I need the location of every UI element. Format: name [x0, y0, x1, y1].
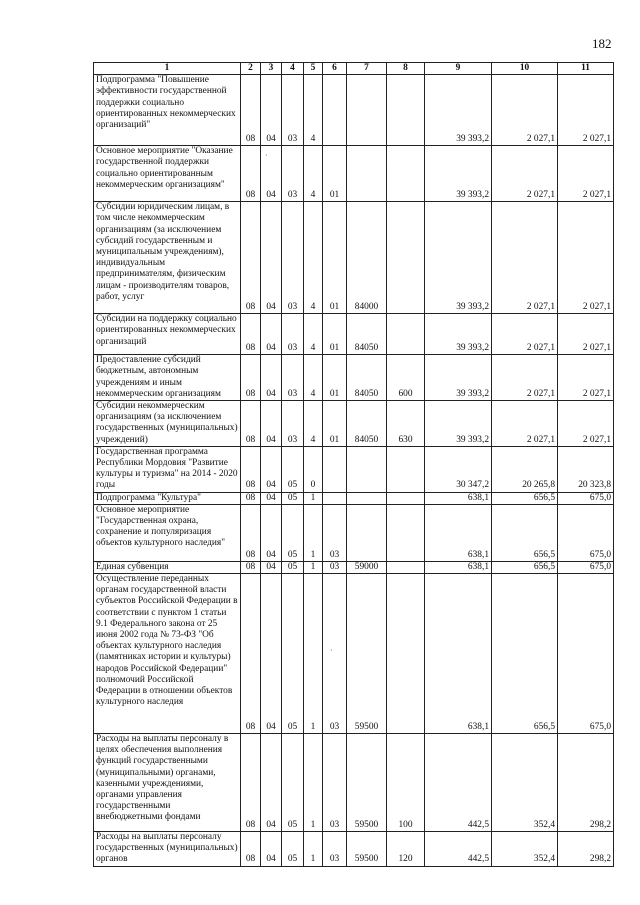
table-row	[94, 401, 614, 447]
cell-col-3: 04	[261, 446, 282, 492]
cell-col-7	[347, 75, 387, 146]
cell-col-3: 04	[261, 202, 282, 314]
row-name: Осуществление переданных органам государственной власти субъектов Российской Федерации в соответствии с пунктом 1 статьи 9.1 Федерального закона от 25 июня 2002 года № 73-ФЗ "Об объектах культурного наследия (памятниках истории и культуры) народов Российской Федерации" полномочий Российской Федерации в отношении объектов культурного наследия	[94, 574, 241, 734]
cell-col-10: 2 027,1	[492, 401, 558, 447]
table-row	[94, 146, 614, 202]
cell-col-10: 352,4	[492, 832, 558, 867]
row-name: Предоставление субсидий бюджетным, автономным учреждениям и иным некоммерческим организациям	[94, 355, 241, 401]
cell-col-10: 2 027,1	[492, 202, 558, 314]
cell-col-8	[387, 504, 425, 561]
cell-col-7: 59500	[347, 832, 387, 867]
cell-col-3: 04	[261, 734, 282, 832]
cell-col-4: 03	[282, 401, 304, 447]
page-number: 182	[592, 36, 612, 51]
cell-col-3: 04	[261, 504, 282, 561]
cell-col-6	[323, 75, 347, 146]
cell-col-2: 08	[241, 355, 261, 401]
cell-col-10: 2 027,1	[492, 314, 558, 355]
table-row	[94, 314, 614, 355]
cell-col-2: 08	[241, 146, 261, 202]
cell-col-4: 03	[282, 146, 304, 202]
cell-col-6: 03	[323, 561, 347, 573]
cell-col-11: 298,2	[558, 832, 614, 867]
cell-col-2: 08	[241, 75, 261, 146]
cell-col-4: 03	[282, 355, 304, 401]
cell-col-9: 39 393,2	[425, 401, 492, 447]
cell-col-6: 03	[323, 504, 347, 561]
cell-col-8	[387, 574, 425, 734]
row-name: Субсидии некоммерческим организациям (за исключением государственных (муниципальных) учреждений)	[94, 401, 241, 447]
cell-col-8: 100	[387, 734, 425, 832]
cell-col-8	[387, 314, 425, 355]
cell-col-3: 04	[261, 146, 282, 202]
scan-dot: ·	[265, 151, 268, 160]
row-name: Единая субвенция	[94, 561, 241, 573]
cell-col-11: 2 027,1	[558, 146, 614, 202]
cell-col-10: 2 027,1	[492, 146, 558, 202]
cell-col-4: 05	[282, 446, 304, 492]
row-name: Расходы на выплаты персоналу в целях обеспечения выполнения функций государственными (муниципальными) органами, казенными учреждениями, органами управления государственными внебюджетными фондами	[94, 734, 241, 832]
cell-col-11: 2 027,1	[558, 314, 614, 355]
cell-col-5: 1	[304, 561, 323, 573]
table-row	[94, 355, 614, 401]
table-row	[94, 75, 614, 146]
cell-col-11: 2 027,1	[558, 401, 614, 447]
row-name: Подпрограмма "Культура"	[94, 492, 241, 504]
cell-col-6: 01	[323, 401, 347, 447]
cell-col-2: 08	[241, 574, 261, 734]
cell-col-9: 39 393,2	[425, 75, 492, 146]
cell-col-7	[347, 504, 387, 561]
cell-col-6	[323, 446, 347, 492]
cell-col-2: 08	[241, 561, 261, 573]
cell-col-7: 84050	[347, 355, 387, 401]
budget-table	[93, 62, 614, 867]
cell-col-2: 08	[241, 202, 261, 314]
table-row	[94, 574, 614, 734]
header-cell-1: 1	[94, 63, 241, 75]
cell-col-9: 39 393,2	[425, 355, 492, 401]
cell-col-10: 656,5	[492, 561, 558, 573]
cell-col-2: 08	[241, 446, 261, 492]
row-name: Расходы на выплаты персоналу государственных (муниципальных) органов	[94, 832, 241, 867]
scan-dot: ·	[385, 159, 388, 168]
cell-col-5: 1	[304, 492, 323, 504]
table-row	[94, 446, 614, 492]
cell-col-9: 30 347,2	[425, 446, 492, 492]
cell-col-10: 2 027,1	[492, 75, 558, 146]
cell-col-3: 04	[261, 561, 282, 573]
cell-col-2: 08	[241, 492, 261, 504]
cell-col-11: 675,0	[558, 504, 614, 561]
header-cell-9: 9	[425, 63, 492, 75]
scan-dot: ·	[330, 646, 333, 655]
cell-col-4: 03	[282, 314, 304, 355]
cell-col-7: 59500	[347, 574, 387, 734]
cell-col-9: 638,1	[425, 504, 492, 561]
cell-col-8	[387, 561, 425, 573]
table-row	[94, 734, 614, 832]
cell-col-6: 03	[323, 734, 347, 832]
cell-col-2: 08	[241, 504, 261, 561]
cell-col-9: 442,5	[425, 734, 492, 832]
cell-col-6: 03	[323, 574, 347, 734]
header-cell-6: 6	[323, 63, 347, 75]
cell-col-11: 298,2	[558, 734, 614, 832]
cell-col-9: 638,1	[425, 492, 492, 504]
cell-col-6: 01	[323, 355, 347, 401]
cell-col-8	[387, 446, 425, 492]
cell-col-8: 120	[387, 832, 425, 867]
cell-col-3: 04	[261, 492, 282, 504]
cell-col-3: 04	[261, 574, 282, 734]
cell-col-9: 442,5	[425, 832, 492, 867]
cell-col-7: 84050	[347, 401, 387, 447]
header-cell-8: 8	[387, 63, 425, 75]
row-name: Подпрограмма "Повышение эффективности государственной поддержки социально ориентированных некоммерческих организаций"	[94, 75, 241, 146]
cell-col-11: 2 027,1	[558, 355, 614, 401]
row-name: Основное мероприятие "Государственная охрана, сохранение и популяризация объектов культурного наследия"	[94, 504, 241, 561]
cell-col-7	[347, 146, 387, 202]
table-row	[94, 202, 614, 314]
cell-col-7: 84050	[347, 314, 387, 355]
cell-col-11: 675,0	[558, 574, 614, 734]
cell-col-3: 04	[261, 401, 282, 447]
row-name: Субсидии юридическим лицам, в том числе некоммерческим организациям (за исключением субсидий государственным и муниципальным учреждениям), индивидуальным предпринимателям, физическим лицам - производителям товаров, работ, услуг	[94, 202, 241, 314]
cell-col-5: 1	[304, 832, 323, 867]
table-row	[94, 561, 614, 573]
cell-col-11: 675,0	[558, 492, 614, 504]
cell-col-5: 4	[304, 355, 323, 401]
cell-col-8	[387, 75, 425, 146]
cell-col-6	[323, 492, 347, 504]
cell-col-9: 638,1	[425, 574, 492, 734]
cell-col-4: 05	[282, 492, 304, 504]
cell-col-8	[387, 492, 425, 504]
cell-col-7: 84000	[347, 202, 387, 314]
cell-col-3: 04	[261, 355, 282, 401]
cell-col-5: 4	[304, 202, 323, 314]
cell-col-10: 20 265,8	[492, 446, 558, 492]
row-name: Государственная программа Республики Мордовия "Развитие культуры и туризма" на 2014 - 2020 годы	[94, 446, 241, 492]
row-name: Субсидии на поддержку социально ориентированных некоммерческих организаций	[94, 314, 241, 355]
cell-col-2: 08	[241, 401, 261, 447]
cell-col-9: 39 393,2	[425, 146, 492, 202]
cell-col-4: 05	[282, 574, 304, 734]
cell-col-9: 638,1	[425, 561, 492, 573]
cell-col-2: 08	[241, 734, 261, 832]
cell-col-7	[347, 492, 387, 504]
cell-col-5: 1	[304, 574, 323, 734]
cell-col-10: 2 027,1	[492, 355, 558, 401]
header-cell-2: 2	[241, 63, 261, 75]
cell-col-10: 656,5	[492, 492, 558, 504]
header-cell-4: 4	[282, 63, 304, 75]
header-cell-11: 11	[558, 63, 614, 75]
cell-col-11: 2 027,1	[558, 75, 614, 146]
cell-col-8: 630	[387, 401, 425, 447]
cell-col-11: 675,0	[558, 561, 614, 573]
cell-col-8	[387, 146, 425, 202]
cell-col-10: 352,4	[492, 734, 558, 832]
cell-col-5: 1	[304, 734, 323, 832]
cell-col-10: 656,5	[492, 504, 558, 561]
cell-col-4: 03	[282, 75, 304, 146]
cell-col-5: 0	[304, 446, 323, 492]
row-name: Основное мероприятие "Оказание государственной поддержки социально ориентированным некоммерческим организациям"	[94, 146, 241, 202]
cell-col-9: 39 393,2	[425, 202, 492, 314]
cell-col-6: 01	[323, 202, 347, 314]
cell-col-4: 05	[282, 561, 304, 573]
cell-col-6: 01	[323, 314, 347, 355]
cell-col-5: 4	[304, 314, 323, 355]
cell-col-2: 08	[241, 832, 261, 867]
header-cell-10: 10	[492, 63, 558, 75]
cell-col-5: 4	[304, 75, 323, 146]
cell-col-9: 39 393,2	[425, 314, 492, 355]
table-row	[94, 492, 614, 504]
cell-col-6: 01	[323, 146, 347, 202]
cell-col-4: 03	[282, 202, 304, 314]
cell-col-3: 04	[261, 314, 282, 355]
cell-col-5: 4	[304, 146, 323, 202]
cell-col-4: 05	[282, 832, 304, 867]
table-row	[94, 832, 614, 867]
cell-col-7	[347, 446, 387, 492]
cell-col-4: 05	[282, 734, 304, 832]
cell-col-2: 08	[241, 314, 261, 355]
cell-col-6: 03	[323, 832, 347, 867]
cell-col-8	[387, 202, 425, 314]
cell-col-3: 04	[261, 832, 282, 867]
cell-col-11: 2 027,1	[558, 202, 614, 314]
header-cell-3: 3	[261, 63, 282, 75]
cell-col-8: 600	[387, 355, 425, 401]
header-cell-5: 5	[304, 63, 323, 75]
cell-col-5: 1	[304, 504, 323, 561]
cell-col-10: 656,5	[492, 574, 558, 734]
cell-col-3: 04	[261, 75, 282, 146]
header-row	[94, 63, 614, 75]
table-row	[94, 504, 614, 561]
cell-col-5: 4	[304, 401, 323, 447]
cell-col-4: 05	[282, 504, 304, 561]
cell-col-7: 59500	[347, 734, 387, 832]
header-cell-7: 7	[347, 63, 387, 75]
cell-col-11: 20 323,8	[558, 446, 614, 492]
cell-col-7: 59000	[347, 561, 387, 573]
